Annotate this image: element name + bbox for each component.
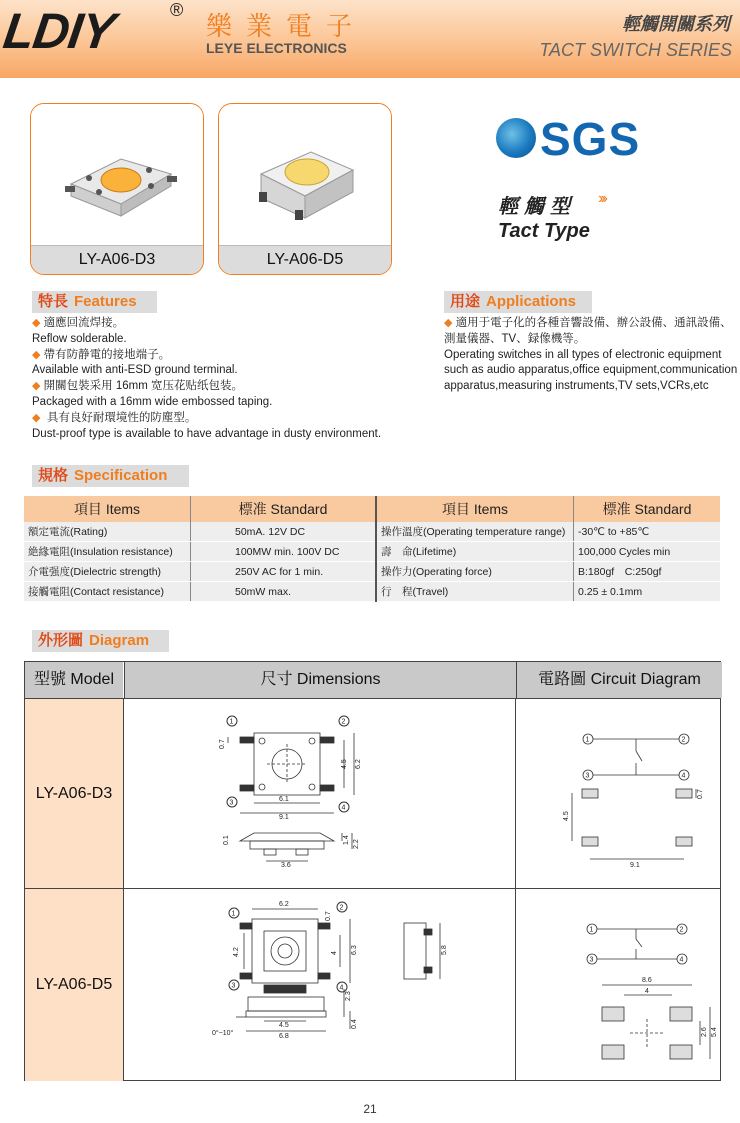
svg-text:3: 3 [589, 956, 594, 964]
specification-heading-en: Specification [74, 467, 168, 484]
feature-item-en: Packaged with a 16mm wide embossed taping. [32, 395, 273, 408]
svg-text:4: 4 [341, 804, 346, 812]
svg-text:2: 2 [341, 718, 346, 726]
table-row [24, 542, 720, 562]
table-cell: 操作力(Operating force) [376, 562, 574, 582]
applications-line: Operating switches in all types of electronic equipment [444, 348, 722, 361]
dimensions-column-header: 尺寸 Dimensions [124, 662, 516, 698]
feature-item-en: Reflow solderable. [32, 332, 127, 345]
dim-label: 4 [645, 988, 649, 995]
dim-label: 6.2 [279, 901, 289, 908]
d3-circuit-diagram [516, 699, 721, 888]
product-photo-d5 [219, 104, 391, 244]
table-row [24, 582, 720, 602]
specification-heading-cn: 規格 [38, 467, 69, 484]
product-photo-d3 [31, 104, 203, 244]
type-title-cn: 輕觸型 [498, 196, 576, 218]
circuit-column-header: 電路圖 Circuit Diagram [516, 662, 722, 698]
arrow-icon: ››› [598, 190, 605, 207]
dim-label: 2.6 [701, 1027, 708, 1037]
dim-label: 5.8 [441, 945, 448, 955]
applications-text [444, 316, 737, 395]
dim-label: 4.5 [563, 811, 570, 821]
dim-label: 6.8 [279, 1033, 289, 1040]
dim-label: 6.1 [279, 796, 289, 803]
feature-item-en: Available with anti-ESD ground terminal. [32, 364, 238, 377]
svg-text:1: 1 [589, 926, 594, 934]
applications-line: apparatus,measuring instruments,TV sets,VCRs,etc [444, 380, 709, 393]
diagram-heading [32, 630, 169, 652]
diagram-heading-cn: 外形圖 [38, 632, 84, 649]
dim-label: 9.1 [630, 862, 640, 869]
column-header: 項目 Items [24, 496, 191, 522]
diamond-bullet-icon: ◆ [32, 348, 41, 361]
feature-item-en: Dust-proof type is available to have advantage in dusty environment. [32, 427, 382, 440]
d5-dimension-drawing [124, 889, 515, 1081]
table-cell: 50mW max. [191, 582, 377, 602]
dim-label: 0.1 [223, 835, 230, 845]
column-header: 標准 Standard [574, 496, 721, 522]
features-heading-cn: 特長 [38, 293, 69, 310]
diamond-bullet-icon: ◆ [444, 317, 453, 329]
dim-label: 3.6 [281, 862, 291, 869]
product-card-d3 [30, 103, 204, 275]
dim-label: 4.2 [233, 947, 240, 957]
dim-label: 4.5 [279, 1022, 289, 1029]
svg-text:1: 1 [229, 718, 234, 726]
dim-label: 8.6 [642, 977, 652, 984]
feature-item: ◆ 具有良好耐環境性的防塵型。 [32, 411, 197, 424]
company-name-cn: 樂業電子 [206, 11, 367, 41]
diagram-table [24, 661, 721, 1081]
feature-item: ◆ 帶有防静電的接地端子。 [32, 348, 171, 361]
svg-text:1: 1 [231, 910, 236, 918]
series-title-cn: 輕觸開關系列 [622, 14, 730, 34]
dim-label: 5.4 [711, 1027, 718, 1037]
product-card-d5 [218, 103, 392, 275]
applications-heading-en: Applications [486, 293, 577, 310]
dim-label: 0.7 [219, 739, 226, 749]
applications-heading [444, 291, 592, 313]
applications-line: 測量儀器、TV、録像機等。 [444, 332, 586, 345]
svg-text:4: 4 [681, 772, 686, 780]
company-name-en: LEYE ELECTRONICS [206, 40, 347, 56]
table-cell: 100,000 Cycles min [574, 542, 721, 562]
dim-label: 2.2 [353, 839, 360, 849]
specification-table [24, 496, 720, 602]
table-cell: 絶緣電阻(Insulation resistance) [24, 542, 191, 562]
registered-mark: ® [170, 0, 184, 20]
svg-text:3: 3 [231, 982, 236, 990]
feature-item: ◆ 開關包裝采用 16mm 宽压花贴纸包装。 [32, 380, 244, 393]
column-header: 項目 Items [376, 496, 574, 522]
svg-text:3: 3 [585, 772, 590, 780]
table-header-row [24, 496, 720, 522]
product-label-d3: LY-A06-D3 [31, 245, 203, 274]
applications-line: such as audio apparatus,office equipment,communication [444, 364, 738, 377]
svg-text:4: 4 [679, 956, 684, 964]
dim-label: 1.4 [343, 835, 350, 845]
dim-label: 0°~10° [212, 1030, 234, 1037]
table-cell: 50mA. 12V DC [191, 522, 377, 542]
d3-dimension-drawing [124, 699, 515, 888]
diamond-bullet-icon: ◆ [32, 380, 41, 393]
features-heading-en: Features [74, 293, 137, 310]
model-cell-d5: LY-A06-D5 [25, 889, 123, 1081]
table-cell: 操作溫度(Operating temperature range) [376, 522, 574, 542]
dim-label: 9.1 [279, 814, 289, 821]
dim-label: 0.7 [697, 789, 704, 799]
series-title-en: TACT SWITCH SERIES [539, 40, 732, 60]
svg-text:4: 4 [339, 984, 344, 992]
sgs-logo: SGS [540, 113, 641, 165]
product-label-d5: LY-A06-D5 [219, 245, 391, 274]
applications-heading-cn: 用途 [450, 293, 481, 310]
specification-heading [32, 465, 189, 487]
column-header: 標准 Standard [191, 496, 377, 522]
dim-label: 2.3 [345, 991, 352, 1001]
svg-text:1: 1 [585, 736, 590, 744]
type-title-en: Tact Type [498, 220, 590, 242]
table-cell: 0.25 ± 0.1mm [574, 582, 721, 602]
svg-text:2: 2 [681, 736, 686, 744]
model-column-header: 型號 Model [25, 662, 123, 698]
table-cell: 250V AC for 1 min. [191, 562, 377, 582]
table-cell: 接觸電阻(Contact resistance) [24, 582, 191, 602]
diamond-bullet-icon: ◆ [32, 317, 41, 329]
table-cell: 100MW min. 100V DC [191, 542, 377, 562]
table-row [24, 522, 720, 542]
dim-label: 0.7 [325, 911, 332, 921]
table-row [24, 562, 720, 582]
dim-label: 6.2 [355, 759, 362, 769]
features-heading [32, 291, 157, 313]
table-cell: B:180gf C:250gf [574, 562, 721, 582]
table-cell: 介電强度(Dielectric strength) [24, 562, 191, 582]
dim-label: 0.4 [351, 1019, 358, 1029]
dim-label: 6.3 [351, 945, 358, 955]
dim-label: 4.5 [341, 759, 348, 769]
sgs-globe-icon [496, 118, 536, 158]
d5-circuit-diagram [516, 889, 721, 1081]
applications-line: ◆ 適用于電子化的各種音響設備、辦公設備、通訊設備、 [444, 317, 732, 329]
diagram-heading-en: Diagram [89, 632, 150, 649]
svg-text:2: 2 [679, 926, 684, 934]
table-cell: 行 程(Travel) [376, 582, 574, 602]
model-cell-d3: LY-A06-D3 [25, 699, 123, 889]
feature-item: ◆ 適應回流焊接。 [32, 317, 125, 329]
table-cell: 壽 命(Lifetime) [376, 542, 574, 562]
svg-text:2: 2 [339, 904, 344, 912]
diamond-bullet-icon: ◆ [32, 411, 41, 424]
page-number: 21 [363, 1102, 377, 1116]
brand-logo: LDIY [0, 3, 118, 59]
table-cell: -30℃ to +85℃ [574, 522, 721, 542]
table-cell: 額定電流(Rating) [24, 522, 191, 542]
dim-label: 4 [331, 951, 338, 955]
svg-text:3: 3 [229, 799, 234, 807]
features-list [32, 316, 381, 442]
